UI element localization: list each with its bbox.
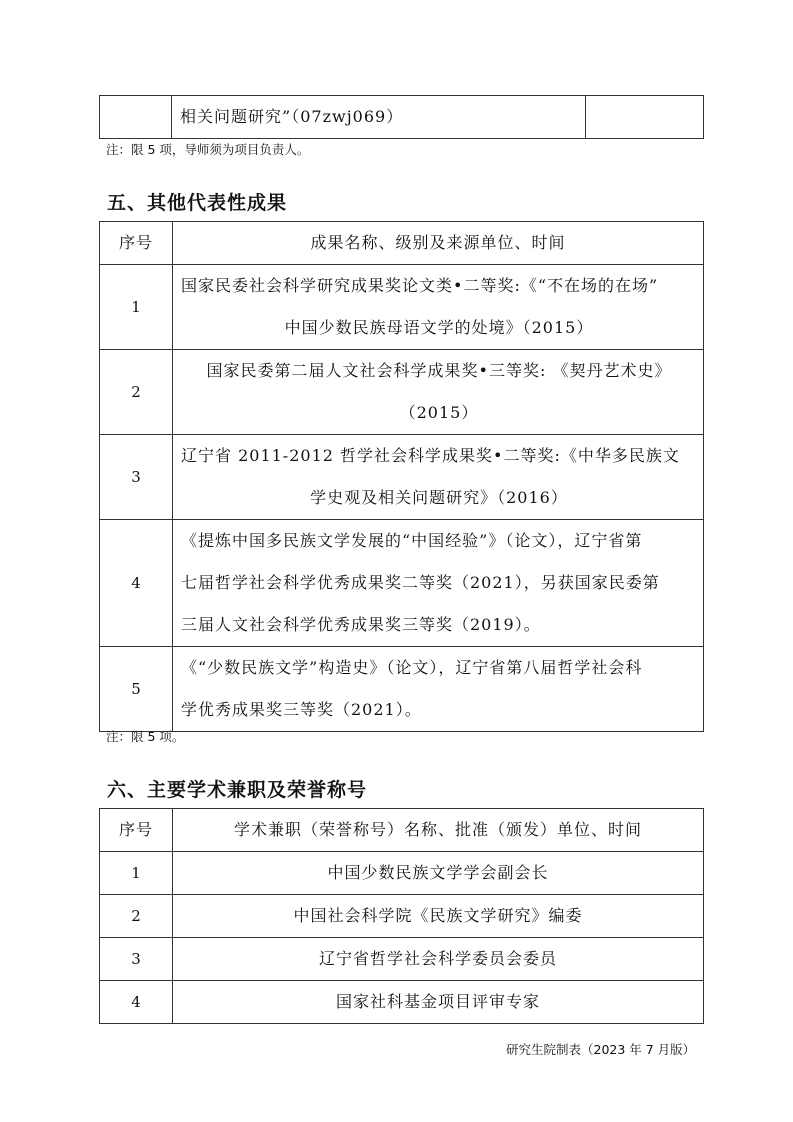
note-projects-limit: 注：限 5 项，导师须为项目负责人。	[106, 142, 310, 157]
header-position: 学术兼职（荣誉称号）名称、批准（颁发）单位、时间	[173, 809, 704, 852]
achievement-line: 学史观及相关问题研究》（2016）	[310, 488, 568, 507]
empty-cell	[100, 96, 172, 139]
position-text: 辽宁省哲学社会科学委员会委员	[173, 938, 704, 981]
academic-positions-table	[99, 808, 704, 1024]
row-index: 2	[100, 350, 173, 435]
table-row	[100, 520, 704, 647]
achievement-line: 国家民委社会科学研究成果奖论文类•二等奖:《“不在场的在场”	[181, 276, 659, 295]
achievement-line: 七届哲学社会科学优秀成果奖二等奖（2021），另获国家民委第	[181, 573, 660, 592]
header-index: 序号	[100, 222, 173, 265]
table-row	[100, 938, 704, 981]
achievement-line: 《提炼中国多民族文学发展的“中国经验”》（论文），辽宁省第	[181, 531, 643, 550]
table-header-row	[100, 222, 704, 265]
position-text: 中国少数民族文学学会副会长	[173, 852, 704, 895]
form-version-footer: 研究生院制表（2023 年 7 月版）	[506, 1042, 696, 1057]
row-index: 4	[100, 981, 173, 1024]
table-row	[100, 647, 704, 732]
position-text: 中国社会科学院《民族文学研究》编委	[173, 895, 704, 938]
table-header-row	[100, 809, 704, 852]
section-6-heading: 六、主要学术兼职及荣誉称号	[107, 779, 368, 801]
row-index: 3	[100, 938, 173, 981]
table-row	[100, 435, 704, 520]
row-index: 4	[100, 520, 173, 647]
achievement-line: 三届人文社会科学优秀成果奖三等奖（2019）。	[181, 615, 541, 634]
achievement-line: 中国少数民族母语文学的处境》（2015）	[284, 318, 594, 337]
other-achievements-table	[99, 221, 704, 732]
header-achievement: 成果名称、级别及来源单位、时间	[173, 222, 704, 265]
header-index: 序号	[100, 809, 173, 852]
achievement-line: 《“少数民族文学”构造史》（论文），辽宁省第八届哲学社会科	[181, 658, 643, 677]
achievement-line: 国家民委第二届人文社会科学成果奖•三等奖: 《契丹艺术史》	[206, 361, 672, 380]
achievement-line: 辽宁省 2011-2012 哲学社会科学成果奖•二等奖:《中华多民族文	[181, 446, 680, 465]
empty-cell	[585, 96, 703, 139]
row-index: 1	[100, 852, 173, 895]
table-row	[100, 852, 704, 895]
row-index: 2	[100, 895, 173, 938]
table-row	[100, 895, 704, 938]
table-row	[100, 265, 704, 350]
achievement-line: （2015）	[399, 403, 479, 422]
row-index: 3	[100, 435, 173, 520]
row-index: 1	[100, 265, 173, 350]
note-achievements-limit: 注：限 5 项。	[106, 729, 185, 744]
achievement-line: 学优秀成果奖三等奖（2021）。	[181, 700, 422, 719]
continued-project-text: 相关问题研究”（07zwj069）	[172, 96, 586, 139]
table-row	[100, 350, 704, 435]
section-5-heading: 五、其他代表性成果	[107, 192, 288, 214]
table-row	[100, 981, 704, 1024]
continued-projects-table	[99, 95, 704, 139]
row-index: 5	[100, 647, 173, 732]
position-text: 国家社科基金项目评审专家	[173, 981, 704, 1024]
